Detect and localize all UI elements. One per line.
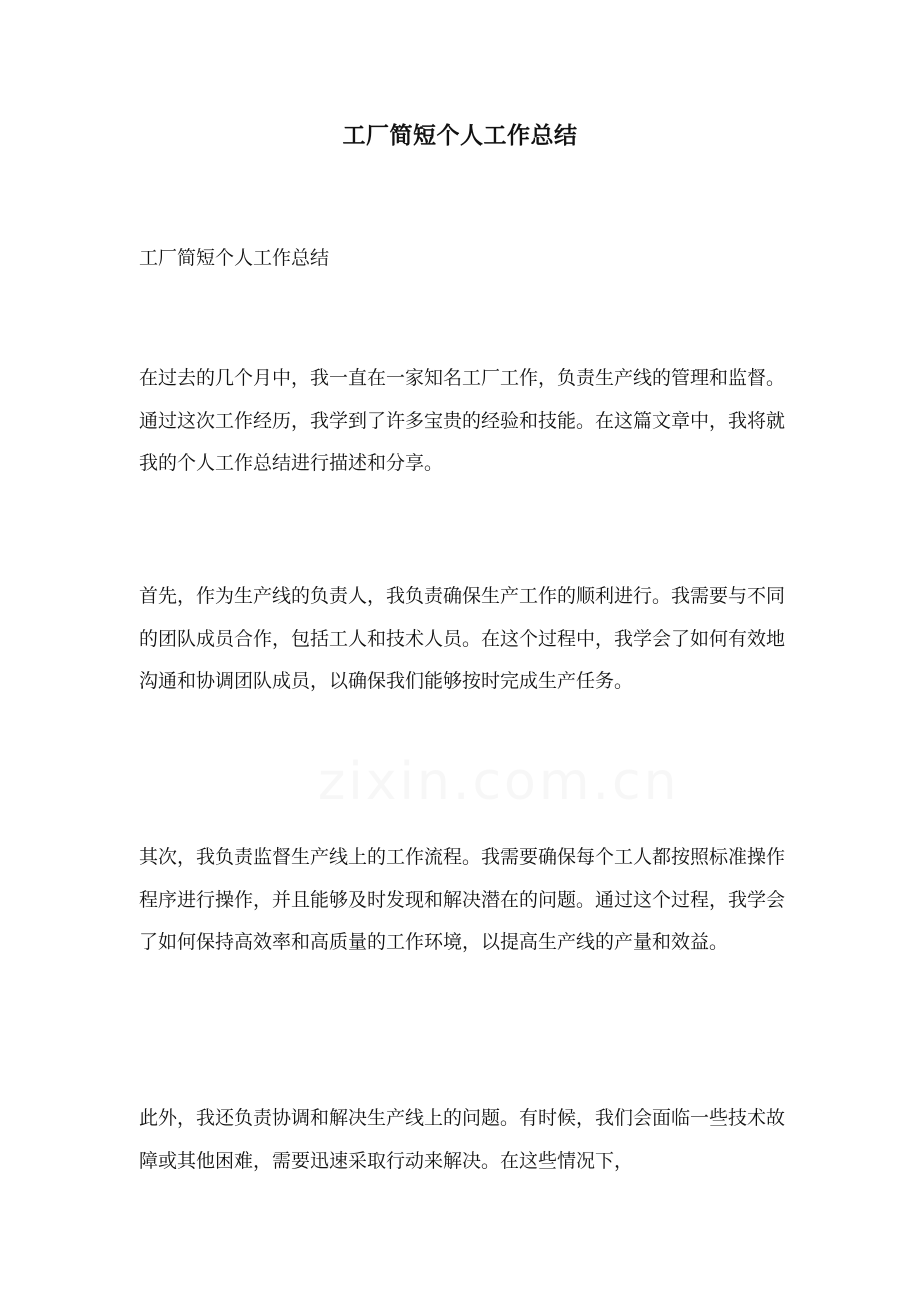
paragraph-1: 在过去的几个月中，我一直在一家知名工厂工作，负责生产线的管理和监督。通过这次工作经历，我学到了许多宝贵的经验和技能。在这篇文章中，我将就我的个人工作总结进行描述和分享。	[139, 367, 786, 474]
document-subtitle: 工厂简短个人工作总结	[139, 247, 330, 269]
paragraph-3: 其次，我负责监督生产线上的工作流程。我需要确保每个工人都按照标准操作程序进行操作，并且能够及时发现和解决潜在的问题。通过这个过程，我学会了如何保持高效率和高质量的工作环境，以提高生产线的产量和效益。	[139, 846, 786, 953]
document-title: 工厂简短个人工作总结	[342, 122, 578, 149]
paragraph-4: 此外，我还负责协调和解决生产线上的问题。有时候，我们会面临一些技术故障或其他困难，需要迅速采取行动来解决。在这些情况下，	[139, 1107, 786, 1172]
paragraph-2: 首先，作为生产线的负责人，我负责确保生产工作的顺利进行。我需要与不同的团队成员合作，包括工人和技术人员。在这个过程中，我学会了如何有效地沟通和协调团队成员，以确保我们能够按时完成生产任务。	[139, 585, 786, 692]
watermark: zixin.com.cn	[318, 752, 680, 812]
